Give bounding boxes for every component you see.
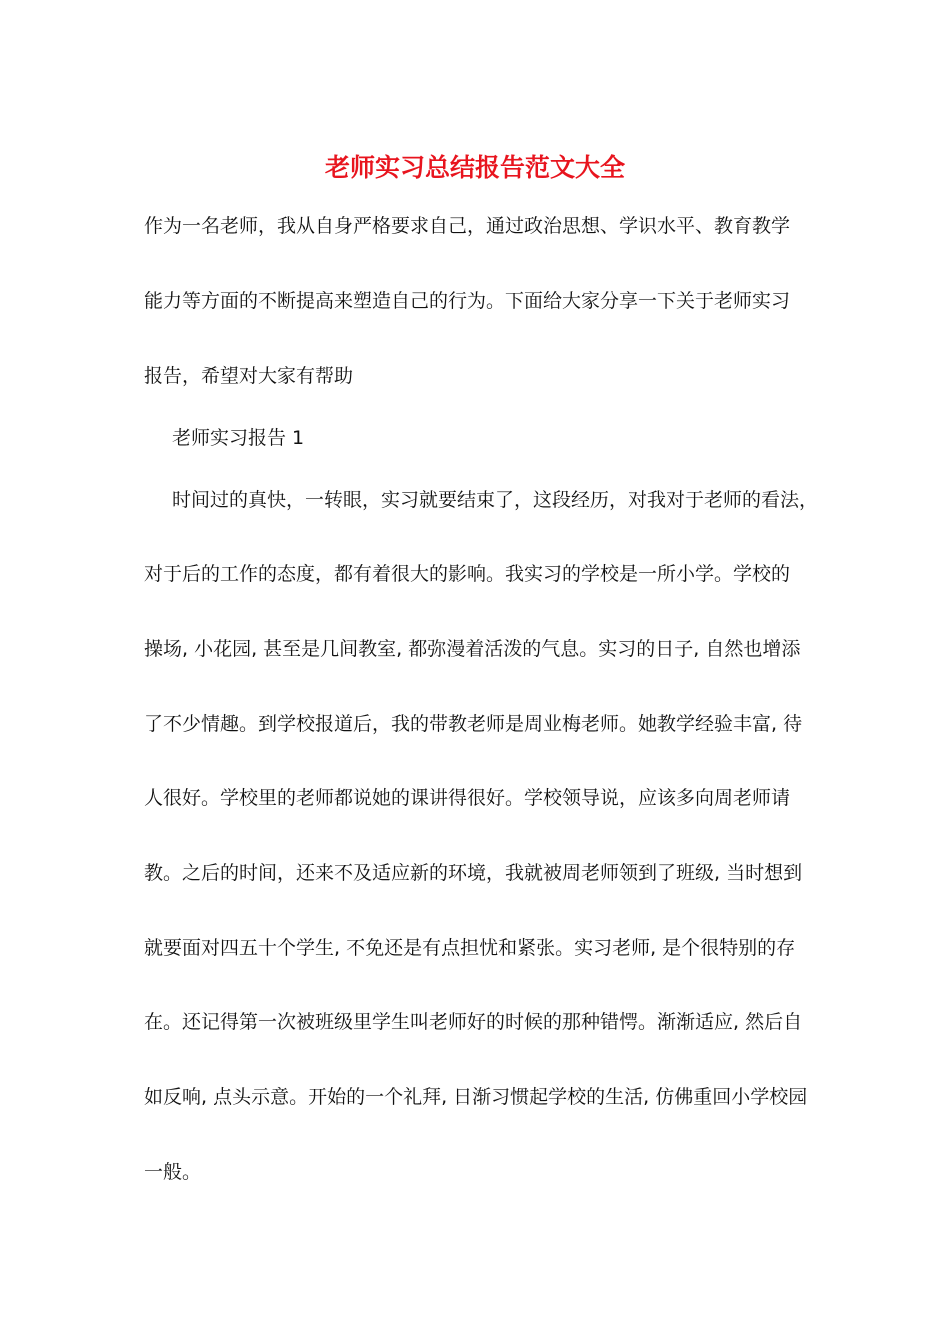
paragraph-line: 在。还记得第一次被班级里学生叫老师好的时候的那种错愕。渐渐适应, 然后自 bbox=[144, 1011, 803, 1033]
intro-line-1: 作为一名老师，我从自身严格要求自己，通过政治思想、学识水平、教育教学 bbox=[144, 215, 791, 237]
paragraph-line: 人很好。学校里的老师都说她的课讲得很好。学校领导说，应该多向周老师请 bbox=[144, 787, 791, 809]
paragraph-line: 对于后的工作的态度，都有着很大的影响。我实习的学校是一所小学。学校的 bbox=[144, 563, 791, 585]
paragraph-line: 一般。 bbox=[144, 1161, 202, 1183]
section-heading: 老师实习报告 1 bbox=[172, 427, 305, 449]
intro-line-3: 报告，希望对大家有帮助 bbox=[144, 365, 354, 387]
paragraph-line: 就要面对四五十个学生, 不免还是有点担忧和紧张。实习老师, 是个很特别的存 bbox=[144, 937, 796, 959]
document-title: 老师实习总结报告范文大全 bbox=[324, 153, 625, 182]
paragraph-line: 了不少情趣。到学校报道后，我的带教老师是周业梅老师。她教学经验丰富, 待 bbox=[144, 713, 803, 735]
paragraph-line: 操场, 小花园, 甚至是几间教室, 都弥漫着活泼的气息。实习的日子, 自然也增添 bbox=[144, 638, 801, 660]
intro-line-2: 能力等方面的不断提高来塑造自己的行为。下面给大家分享一下关于老师实习 bbox=[144, 290, 791, 312]
paragraph-line: 如反响, 点头示意。开始的一个礼拜, 日渐习惯起学校的生活, 仿佛重回小学校园 bbox=[144, 1086, 808, 1108]
paragraph-line: 教。之后的时间，还来不及适应新的环境，我就被周老师领到了班级, 当时想到 bbox=[144, 862, 803, 884]
paragraph-line: 时间过的真快，一转眼，实习就要结束了，这段经历，对我对于老师的看法， bbox=[172, 489, 819, 511]
